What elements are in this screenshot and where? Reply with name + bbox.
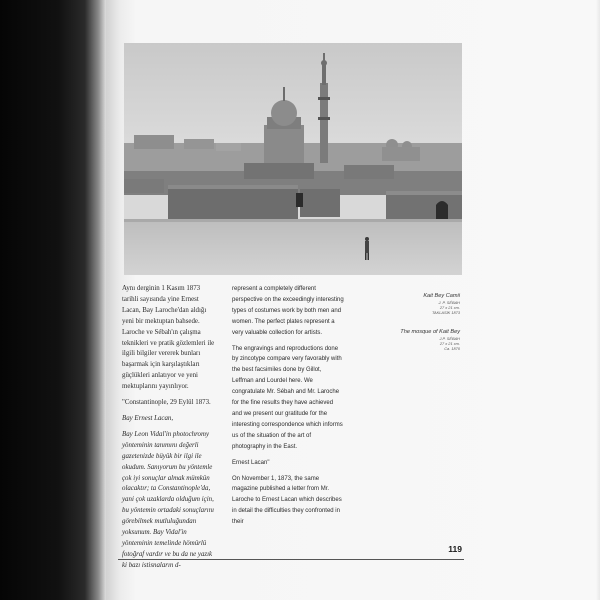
english-signature: Ernest Lacan" xyxy=(232,459,270,466)
caption-english xyxy=(368,328,460,351)
english-paragraph-1: represent a completely different perspective on the exceedingly interesting types of costumes work by both men and women. The perfect plates represent a very valuable collection for artists. xyxy=(232,286,344,336)
english-text-column xyxy=(232,284,344,533)
caption-title: Kait Bey Camii xyxy=(423,293,460,299)
footer-rule xyxy=(118,559,464,560)
turkish-text-column xyxy=(122,284,218,577)
letter-dateline: "Constantinople, 29 Eylül 1873. xyxy=(122,399,211,407)
caption-line: 27 x 21 cm. xyxy=(439,305,460,310)
book-spine-shadow xyxy=(0,0,106,600)
caption-line: 27 x 21 cm. xyxy=(439,341,460,346)
caption-line: Ca. 1870 xyxy=(444,346,460,351)
letter-salutation: Bay Ernest Lacan, xyxy=(122,414,174,422)
caption-line: J. P. SÉBAH xyxy=(438,300,460,305)
caption-line: TAKLASİK 1873 xyxy=(431,310,460,315)
letter-body: Bay Leon Vidal'in photochromy yönteminin tanımını değerli gazetenizde büyük bir ilgi ile okudum. Sanıyorum bu yöntemle çok iyi sonuçlar almak mümkün olacaktır; ta Constantinople'da, yani çok uzaklarda olduğum için, bu yöntemin ortadaki sonuçlarını görebilmek mutluluğundan yoksunum. Bay Vidal'in yönteminin temelinde hömürlü fotoğraf vardır ve bu da ne yazık ki bazı istisnaların d- xyxy=(122,430,215,569)
english-paragraph-2: The engravings and reproductions done by zincotype compare very favorably with the best facsimiles done by Gillot, Leffman and Lourdel here. We congratulate Mr. Sébah and Mr. Laroche for the fine results they have achieved and we present our gratitude for the interesting correspondence which informs us of the situation of the art of photography in the East. xyxy=(232,345,343,450)
caption-turkish xyxy=(368,292,460,315)
mosque-photograph xyxy=(124,43,462,275)
english-paragraph-3: On November 1, 1873, the same magazine published a letter from Mr. Laroche to Ernest Lacan which describes in detail the difficulties they confronted in their xyxy=(232,475,342,526)
caption-line: J.P. SÉBAH xyxy=(439,336,460,341)
caption-title: The mosque of Kait Bey xyxy=(400,329,460,335)
page-edge xyxy=(596,0,600,600)
page-number: 119 xyxy=(448,544,462,554)
turkish-paragraph-intro: Aynı derginin 1 Kasım 1873 tarihli sayısında yine Ernest Lacan, Bay Laroche'dan aldığı yeni bir mektuptan bahsede. Laroche ve Sébah'ın çalışma teknikleri ve pratik gözlemleri ile ilgili bilgiler vererek bunları başarmak için karşılaştıkları güçlükleri anlatıyor ve yeni mektuplarını yayınlıyor. xyxy=(122,285,215,391)
